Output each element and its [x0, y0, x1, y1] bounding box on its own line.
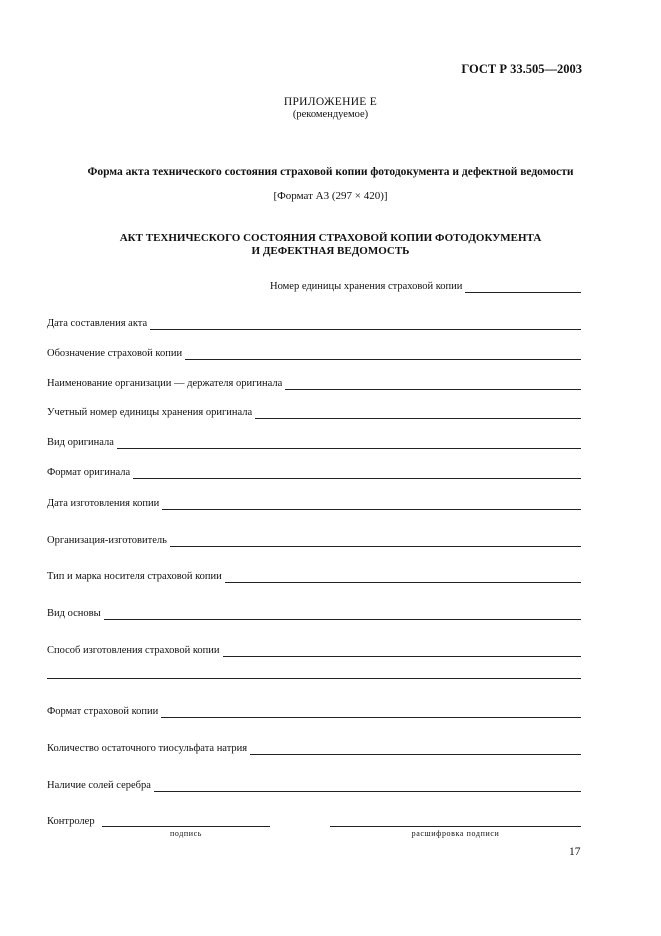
field-label: Вид оригинала	[47, 437, 114, 448]
field-label: Обозначение страховой копии	[47, 348, 183, 359]
field-copy-format[interactable]	[47, 706, 581, 718]
field-blank[interactable]	[133, 468, 581, 479]
field-blank[interactable]	[161, 707, 581, 718]
field-blank[interactable]	[104, 609, 581, 620]
field-blank[interactable]	[285, 379, 581, 390]
field-blank[interactable]	[223, 646, 582, 657]
field-original-account-number[interactable]	[47, 407, 581, 419]
field-label: Формат страховой копии	[47, 706, 159, 717]
field-thiosulfate-amount[interactable]	[47, 743, 581, 755]
field-label: Наименование организации — держателя оригинала	[47, 378, 283, 389]
field-label: Количество остаточного тиосульфата натрия	[47, 743, 248, 754]
signature-decode-blank[interactable]	[330, 826, 581, 827]
act-title	[0, 232, 661, 258]
field-label: Дата составления акта	[47, 318, 148, 329]
standard-number: ГОСТ Р 33.505—2003	[461, 62, 582, 76]
signature-blank[interactable]	[102, 826, 270, 827]
field-carrier-type[interactable]	[47, 571, 581, 583]
field-blank[interactable]	[117, 438, 581, 449]
field-blank[interactable]	[162, 499, 581, 510]
field-manufacturer[interactable]	[47, 535, 581, 547]
field-label: Способ изготовления страховой копии	[47, 645, 220, 656]
field-label: Дата изготовления копии	[47, 498, 160, 509]
appendix-title: ПРИЛОЖЕНИЕ Е	[283, 96, 378, 108]
appendix-subtitle: (рекомендуемое)	[292, 109, 369, 120]
storage-unit-field[interactable]	[270, 281, 581, 293]
format-note: [Формат А3 (297 × 420)]	[273, 190, 388, 202]
field-blank[interactable]	[170, 536, 581, 547]
act-title-line-2: И ДЕФЕКТНАЯ ВЕДОМОСТЬ	[251, 245, 410, 257]
signature-decode-caption: расшифровка подписи	[411, 829, 500, 838]
field-silver-salts[interactable]	[47, 780, 581, 792]
field-original-format[interactable]	[47, 467, 581, 479]
field-blank[interactable]	[250, 744, 581, 755]
field-blank[interactable]	[150, 319, 581, 330]
field-label: Вид основы	[47, 608, 101, 619]
field-label: Организация-изготовитель	[47, 535, 167, 546]
storage-unit-label: Номер единицы хранения страховой копии	[270, 281, 463, 292]
field-label: Наличие солей серебра	[47, 780, 151, 791]
field-blank[interactable]	[255, 408, 581, 419]
field-label: Тип и марка носителя страховой копии	[47, 571, 222, 582]
field-original-type[interactable]	[47, 437, 581, 449]
act-title-line-1: АКТ ТЕХНИЧЕСКОГО СОСТОЯНИЯ СТРАХОВОЙ КОПИИ ФОТОДОКУМЕНТА	[119, 232, 542, 244]
field-copy-date[interactable]	[47, 498, 581, 510]
field-copy-method[interactable]	[47, 645, 581, 657]
signature-caption: подпись	[169, 829, 203, 838]
extra-blank-line[interactable]	[47, 678, 581, 679]
field-blank[interactable]	[225, 572, 581, 583]
form-title: Форма акта технического состояния страховой копии фотодокумента и дефектной ведомости	[87, 166, 574, 178]
field-holder-organization[interactable]	[47, 378, 581, 390]
controller-label: Контролер	[47, 816, 95, 827]
storage-unit-blank[interactable]	[465, 282, 581, 293]
field-label: Формат оригинала	[47, 467, 131, 478]
field-blank[interactable]	[154, 781, 581, 792]
page-number: 17	[569, 846, 581, 858]
field-act-date[interactable]	[47, 318, 581, 330]
field-blank[interactable]	[185, 349, 581, 360]
field-copy-designation[interactable]	[47, 348, 581, 360]
field-base-type[interactable]	[47, 608, 581, 620]
field-label: Учетный номер единицы хранения оригинала	[47, 407, 253, 418]
